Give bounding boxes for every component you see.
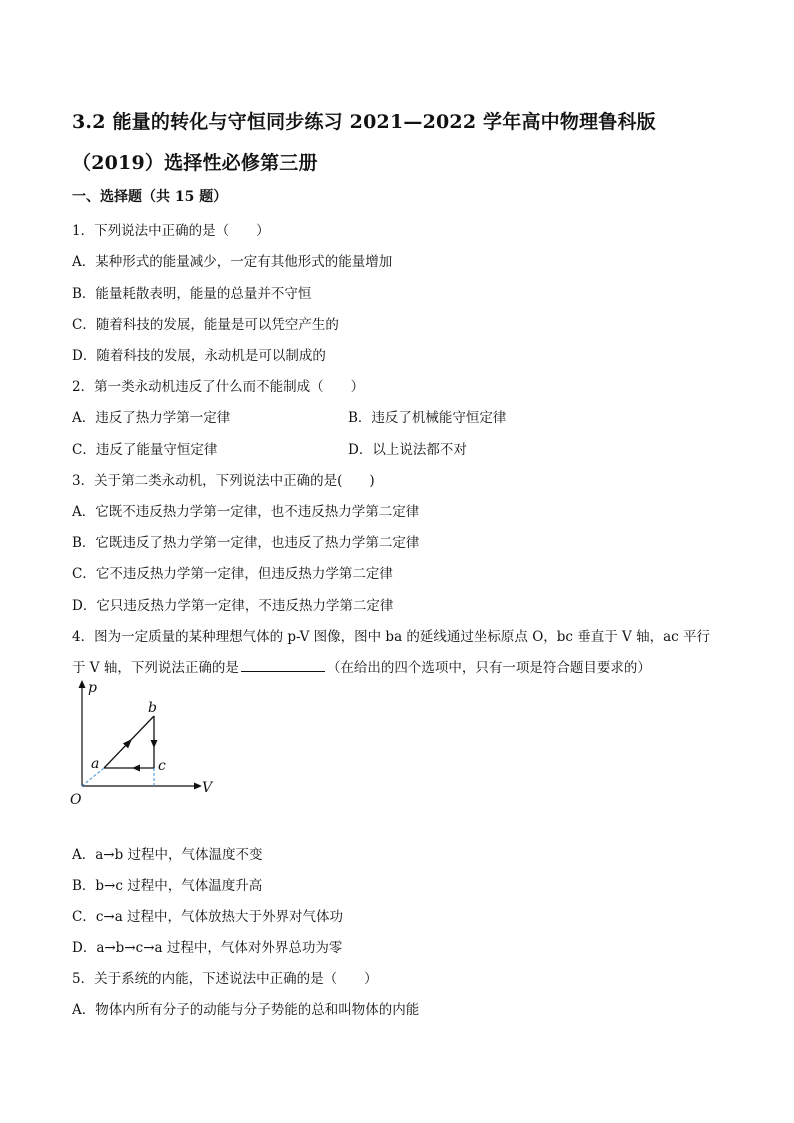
arrow-ca-icon — [132, 765, 140, 772]
question-3-option-d: D．它只违反热力学第一定律，不违反热力学第二定律 — [72, 598, 394, 614]
arrow-bc-icon — [151, 740, 158, 748]
question-2-option-c: C．违反了能量守恒定律 — [72, 442, 218, 458]
question-1-option-d: D．随着科技的发展，永动机是可以制成的 — [72, 348, 326, 364]
section-heading: 一、选择题（共 15 题） — [72, 189, 228, 205]
question-3-option-a: A．它既不违反热力学第一定律，也不违反热力学第二定律 — [72, 504, 420, 520]
question-1-option-a: A．某种形式的能量减少，一定有其他形式的能量增加 — [72, 254, 393, 270]
question-4-option-a: A．a→b 过程中，气体温度不变 — [72, 847, 263, 863]
p-axis-label: p — [88, 680, 97, 696]
question-4-option-d: D．a→b→c→a 过程中，气体对外界总功为零 — [72, 940, 343, 956]
question-3-stem: 3．关于第二类永动机，下列说法中正确的是( ) — [72, 473, 375, 489]
question-2-option-a: A．违反了热力学第一定律 — [72, 410, 231, 426]
question-2-option-d: D．以上说法都不对 — [348, 442, 467, 458]
p-axis-arrow-icon — [79, 680, 86, 688]
question-4-option-c: C．c→a 过程中，气体放热大于外界对气体功 — [72, 909, 344, 925]
question-4-stem-line-1: 4．图为一定质量的某种理想气体的 p-V 图像，图中 ba 的延线通过坐标原点 O，bc 垂直于 V 轴，ac 平行 — [72, 629, 710, 645]
question-1-stem: 1．下列说法中正确的是（ ） — [72, 223, 270, 239]
question-5-option-a: A．物体内所有分子的动能与分子势能的总和叫物体的内能 — [72, 1002, 420, 1018]
document-title-line-1: 3.2 能量的转化与守恒同步练习 2021—2022 学年高中物理鲁科版 — [72, 111, 656, 133]
question-4-stem-part-a: 于 V 轴，下列说法正确的是 — [72, 660, 239, 676]
question-3-option-b: B．它既违反了热力学第一定律，也违反了热力学第二定律 — [72, 535, 420, 551]
question-1-option-c: C．随着科技的发展，能量是可以凭空产生的 — [72, 317, 339, 333]
point-a-label: a — [91, 756, 100, 772]
question-4-option-b: B．b→c 过程中，气体温度升高 — [72, 878, 263, 894]
question-2-option-b: B．违反了机械能守恒定律 — [348, 410, 507, 426]
question-3-option-c: C．它不违反热力学第一定律，但违反热力学第二定律 — [72, 566, 393, 582]
v-axis-arrow-icon — [194, 783, 202, 790]
document-title-line-2: （2019）选择性必修第三册 — [72, 152, 318, 174]
question-1-option-b: B．能量耗散表明，能量的总量并不守恒 — [72, 286, 312, 302]
origin-label: O — [70, 792, 82, 808]
question-4-stem-part-b: （在给出的四个选项中，只有一项是符合题目要求的） — [326, 660, 651, 676]
question-2-stem: 2．第一类永动机违反了什么而不能制成（ ） — [72, 379, 365, 395]
v-axis-label: V — [202, 780, 213, 796]
answer-blank — [241, 658, 325, 672]
point-b-label: b — [148, 700, 157, 716]
point-c-label: c — [158, 758, 166, 774]
pv-graph — [66, 672, 226, 812]
question-5-stem: 5．关于系统的内能，下述说法中正确的是（ ） — [72, 971, 378, 987]
